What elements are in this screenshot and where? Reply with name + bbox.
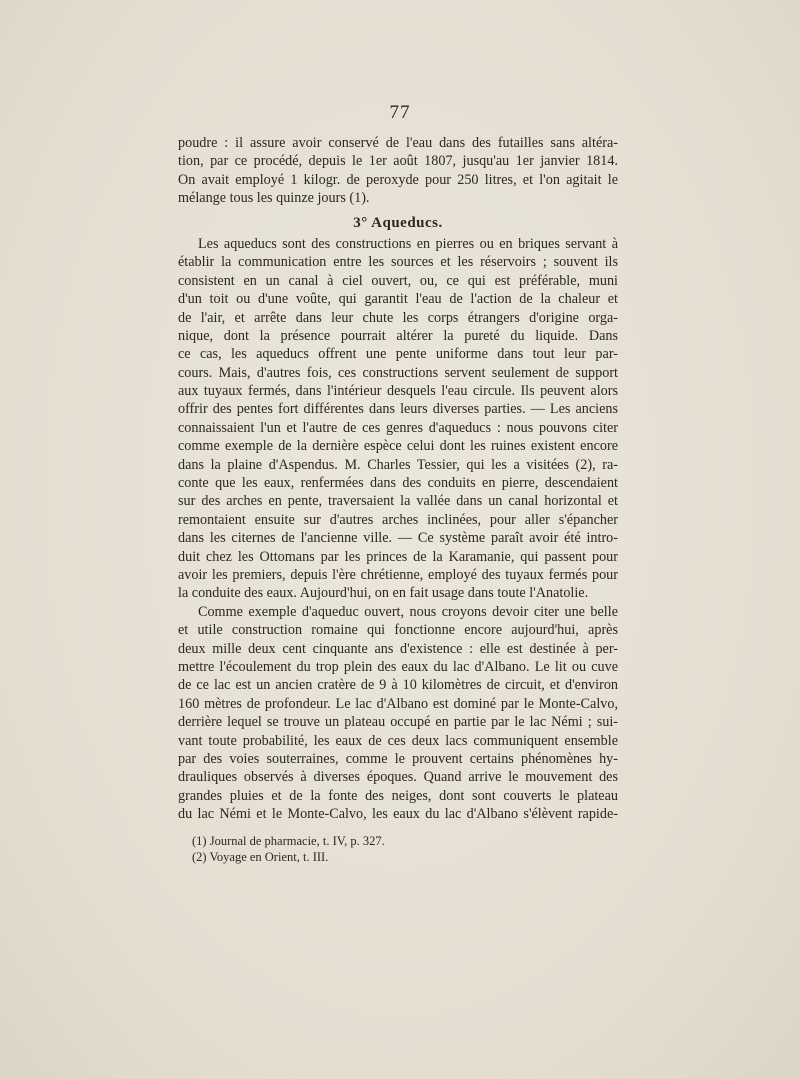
body-line: consistent en un canal à ciel ouvert, ou, ce qui est préférable, muni — [178, 272, 618, 289]
footnote: (1) Journal de pharmacie, t. IV, p. 327. — [192, 834, 385, 849]
body-line: ce cas, les aqueducs offrent une pente uniforme dans tout leur par- — [178, 346, 618, 363]
body-line: derrière lequel se trouve un plateau occupé en partie par le lac Némi ; sui- — [178, 714, 618, 731]
footnote: (2) Voyage en Orient, t. III. — [192, 850, 329, 865]
body-line: duit chez les Ottomans par les princes de la Karamanie, qui passent pour — [178, 548, 618, 565]
body-line: établir la communication entre les sources et les réservoirs ; souvent ils — [178, 254, 618, 271]
body-line: 160 mètres de profondeur. Le lac d'Albano est dominé par le Monte-Calvo, — [178, 695, 618, 712]
body-line: la conduite des eaux. Aujourd'hui, on en fait usage dans toute l'Anatolie. — [178, 585, 589, 602]
text-column — [178, 134, 618, 865]
body-line: offrir des pentes fort différentes dans leurs diverses parties. — Les anciens — [178, 401, 618, 418]
body-line: Les aqueducs sont des constructions en pierres ou en briques servant à — [198, 235, 618, 252]
body-line: du lac Némi et le Monte-Calvo, les eaux du lac d'Albano s'élèvent rapide- — [178, 806, 618, 823]
body-line: grandes pluies et de la fonte des neiges, dont sont couverts le plateau — [178, 787, 618, 804]
body-line: avoir les premiers, depuis l'ère chrétienne, employé des tuyaux fermés pour — [178, 566, 618, 583]
body-line: mélange tous les quinze jours (1). — [178, 190, 370, 207]
body-line: de l'air, et arrête dans leur chute les corps étrangers d'origine orga- — [178, 309, 618, 326]
body-line: dans les citernes de l'ancienne ville. — Ce système paraît avoir été intro- — [178, 530, 618, 547]
body-line: sur des arches en pente, traversaient la vallée dans un canal horizontal et — [178, 493, 618, 510]
body-line: Comme exemple d'aqueduc ouvert, nous croyons devoir citer une belle — [198, 603, 618, 620]
body-line: par des voies souterraines, comme le prouvent certains phénomènes hy- — [178, 750, 618, 767]
body-line: remontaient ensuite sur d'autres arches inclinées, pour aller s'épancher — [178, 511, 618, 528]
body-line: conte que les eaux, renfermées dans des conduits en pierre, descendaient — [178, 475, 618, 492]
body-line: drauliques observés à diverses époques. Quand arrive le mouvement des — [178, 769, 618, 786]
body-line: On avait employé 1 kilogr. de peroxyde pour 250 litres, et l'on agitait le — [178, 171, 618, 188]
body-line: deux mille deux cent cinquante ans d'existence : elle est destinée à per- — [178, 640, 618, 657]
body-line: tion, par ce procédé, depuis le 1er août 1807, jusqu'au 1er janvier 1814. — [178, 153, 618, 170]
body-line: d'un toit ou d'une voûte, qui garantit l'eau de l'action de la chaleur et — [178, 291, 618, 308]
body-line: de ce lac est un ancien cratère de 9 à 10 kilomètres de circuit, et d'environ — [178, 677, 618, 694]
body-line: comme exemple de la dernière espèce celui dont les ruines existent encore — [178, 438, 618, 455]
body-line: cours. Mais, d'autres fois, ces constructions servent seulement de support — [178, 364, 618, 381]
body-line: vant toute probabilité, les eaux de ces deux lacs communiquent ensemble — [178, 732, 618, 749]
body-line: mettre l'écoulement du trop plein des eaux du lac d'Albano. Le lit ou cuve — [178, 658, 618, 675]
body-line: aux tuyaux fermés, dans l'intérieur desquels l'eau circule. Ils peuvent alors — [178, 383, 618, 400]
body-line: nique, dont la présence pourrait altérer la pureté du liquide. Dans — [178, 327, 618, 344]
page-number: 77 — [389, 102, 411, 123]
body-line: poudre : il assure avoir conservé de l'eau dans des futailles sans altéra- — [178, 135, 618, 151]
body-line: dans la plaine d'Aspendus. M. Charles Tessier, qui les a visitées (2), ra- — [178, 456, 618, 473]
section-heading — [178, 214, 618, 232]
section-title: 3° Aqueducs. — [353, 214, 443, 231]
footnotes — [178, 833, 618, 865]
body-line: et utile construction romaine qui fonctionne encore aujourd'hui, après — [178, 622, 618, 639]
body-line: connaissaient l'un et l'autre de ces genres d'aqueducs : nous pouvons citer — [178, 419, 618, 436]
